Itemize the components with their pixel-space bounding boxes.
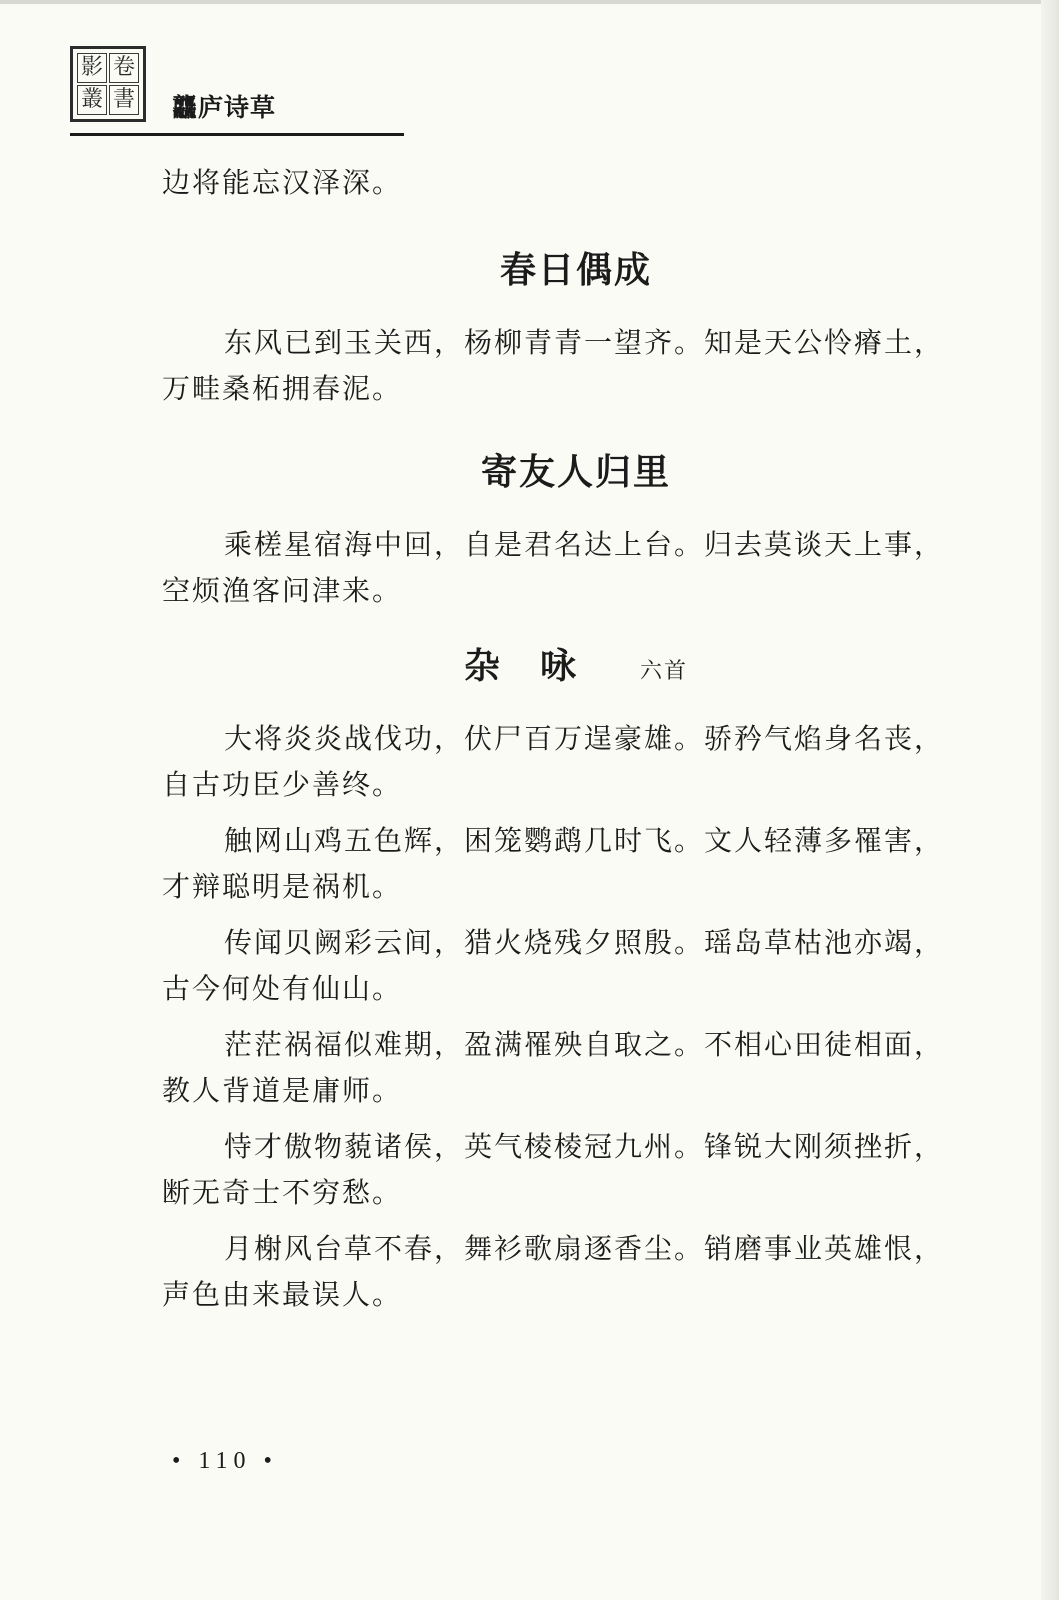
seal-char: 卷	[109, 53, 139, 83]
page-top-edge	[0, 0, 1059, 4]
poem-stanza	[162, 1022, 990, 1114]
poem-stanza	[162, 818, 990, 910]
seal-char: 書	[109, 85, 139, 115]
poem-line: 教人背道是庸师。	[162, 1074, 403, 1107]
poem-title: 杂咏	[463, 645, 616, 687]
poem-line: 声色由来最误人。	[162, 1278, 403, 1311]
poem-stanza	[162, 1124, 990, 1216]
poem-line: 乘槎星宿海中回，自是君名达上台。归去莫谈天上事，	[224, 528, 945, 561]
poem-line: 传闻贝阙彩云间，猎火烧残夕照殷。瑶岛草枯池亦竭，	[224, 926, 945, 959]
poem-line: 茫茫祸福似难期，盈满罹殃自取之。不相心田徒相面，	[224, 1028, 945, 1061]
poem-title: 寄友人归里	[480, 451, 671, 493]
running-head: 龘庐诗草	[172, 93, 277, 122]
poem-line: 恃才傲物藐诸侯，英气棱棱冠九州。锋锐大刚须挫折，	[224, 1130, 945, 1163]
poem-line: 大将炎炎战伐功，伏尸百万逞豪雄。骄矜气焰身名丧，	[224, 722, 945, 755]
page-content	[162, 160, 990, 1328]
poem-body	[162, 320, 990, 412]
seal-logo	[70, 46, 146, 122]
opening-line: 边将能忘汉泽深。	[162, 166, 403, 199]
page-number: • 110 •	[172, 1448, 278, 1474]
poem-stanza	[162, 1226, 990, 1318]
poem-line: 触网山鸡五色辉，困笼鹦鹉几时飞。文人轻薄多罹害，	[224, 824, 945, 857]
poem-line: 断无奇士不穷愁。	[162, 1176, 403, 1209]
poem-stanza	[162, 920, 990, 1012]
poem-line: 空烦渔客问津来。	[162, 574, 403, 607]
seal-char: 叢	[77, 85, 107, 115]
poem-title: 春日偶成	[499, 249, 652, 291]
poem-body	[162, 522, 990, 614]
seal-char: 影	[77, 53, 107, 83]
page-right-edge	[1041, 0, 1059, 1600]
poem-title-group	[162, 636, 990, 702]
header-rule	[70, 133, 404, 136]
poem-line: 月榭风台草不春，舞衫歌扇逐香尘。销磨事业英雄恨，	[224, 1232, 945, 1265]
poem-title-note: 六首	[640, 659, 689, 684]
poem-line: 古今何处有仙山。	[162, 972, 403, 1005]
poem-stanza	[162, 716, 990, 808]
poem-line: 才辩聪明是祸机。	[162, 870, 403, 903]
poem-line: 自古功臣少善终。	[162, 768, 403, 801]
poem-line: 东风已到玉关西，杨柳青青一望齐。知是天公怜瘠土，	[224, 326, 945, 359]
poem-line: 万畦桑柘拥春泥。	[162, 372, 403, 405]
